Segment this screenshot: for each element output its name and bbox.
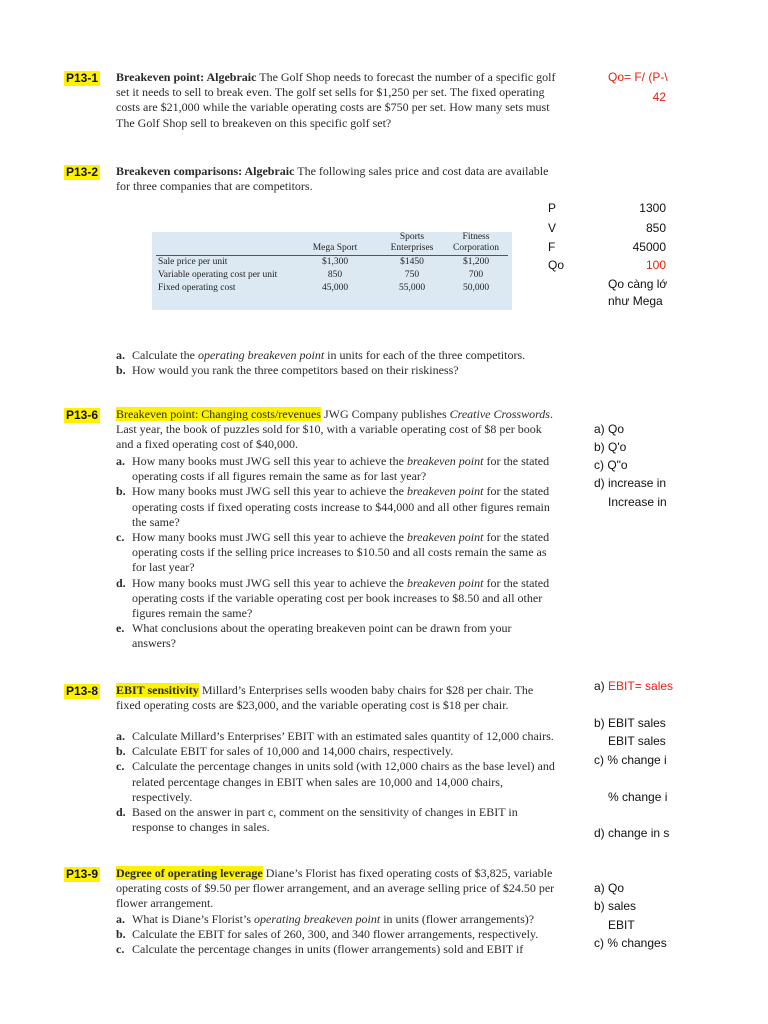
problem-p13-1-text (116, 70, 556, 131)
table-cell: 50,000 (462, 283, 490, 293)
table-header (156, 232, 290, 256)
table-cell: 700 (468, 270, 484, 280)
table-row (156, 256, 508, 270)
label-cell: V (548, 221, 557, 235)
list-item: b. How would you rank the three competitors based on their riskiness? (116, 363, 459, 378)
answer-cell: b) Q'o (594, 440, 627, 454)
note-cell: Qo càng lớ (608, 277, 668, 291)
list-item: a. How many books must JWG sell this year to achieve the breakeven point for the stated operating costs if all figures remain the same as for last year? (116, 454, 550, 484)
answer-cell: Increase in (608, 495, 667, 509)
list-item: a. What is Diane’s Florist’s operating breakeven point in units (flower arrangements)? (116, 912, 535, 926)
value-cell: 45000 (632, 240, 666, 254)
list-item: a. Calculate Millard’s Enterprises’ EBIT with an estimated sales quantity of 12,000 chairs. (116, 729, 554, 743)
problem-p13-8-text (116, 683, 556, 713)
table-cell: $1,200 (462, 257, 490, 267)
problem-body: Millard’s Enterprises sells wooden baby chairs for $28 per chair. The fixed operating costs are $23,000, and the variable operating cost is $18 per chair. (116, 683, 534, 713)
question-list (116, 912, 556, 958)
answer-cell: d) increase in (594, 476, 667, 490)
answer-cell: % change i (608, 790, 668, 804)
list-item: c. Calculate the percentage changes in units sold (with 12,000 chairs as the base level) and related percentage changes in EBIT when sales are 10,000 and 14,000 chairs, respectively. (116, 759, 555, 804)
table-cell: Sale price per unit (158, 257, 228, 267)
problem-p13-9-text (116, 866, 556, 912)
answer-cell: a) Qo (594, 881, 625, 895)
list-item: e. What conclusions about the operating breakeven point can be drawn from your answers? (116, 621, 512, 651)
table-row (156, 269, 508, 282)
table-cell: $1450 (400, 257, 424, 267)
table-cell: 750 (404, 270, 420, 280)
question-list (116, 454, 556, 652)
problem-title: Breakeven comparisons: Algebraic (116, 164, 295, 178)
value-cell: 850 (645, 221, 666, 235)
table-header: Mega Sport (290, 232, 380, 256)
problem-title: Breakeven point: Changing costs/revenues (116, 407, 321, 421)
answer-cell: c) % changes (594, 936, 667, 950)
table-cell: Variable operating cost per unit (158, 270, 278, 280)
table-cell: 850 (327, 270, 343, 280)
problem-number: P13-8 (66, 684, 99, 698)
problem-title: Degree of operating leverage (116, 866, 263, 880)
list-item: b. Calculate EBIT for sales of 10,000 and 14,000 chairs, respectively. (116, 744, 454, 759)
list-item: b. Calculate the EBIT for sales of 260, 300, and 340 flower arrangements, respectively. (116, 927, 539, 942)
label-cell: P (548, 201, 557, 215)
table-cell: Fixed operating cost (158, 283, 236, 293)
problem-title: EBIT sensitivity (116, 683, 199, 697)
answer-cell: 42 (652, 90, 666, 104)
answer-cell: EBIT sales (608, 734, 666, 748)
table-cell: $1,300 (321, 257, 349, 267)
table-header: Sports Enterprises (380, 232, 444, 256)
table-row (156, 282, 508, 295)
problem-body: The following sales price and cost data are available for three companies that are competitors. (116, 164, 549, 194)
answer-cell: c) Q"o (594, 458, 628, 472)
value-cell: 1300 (639, 201, 666, 215)
label-cell: F (548, 240, 556, 254)
answer-cell: c) % change i (594, 753, 667, 767)
problem-body: The Golf Shop needs to forecast the number of a specific golf set it needs to sell to break even. The golf set sells for $1,250 per set. The fixed operating costs are $21,000 while the variable operating costs are $750 per set. How many sets must The Golf Shop sell to breakeven on this specific golf set? (116, 70, 556, 130)
note-cell: như Mega (608, 294, 663, 308)
problem-number: P13-6 (66, 408, 99, 422)
question-list (116, 729, 556, 835)
problem-number: P13-2 (66, 165, 99, 179)
problem-number: P13-9 (66, 867, 99, 881)
answer-cell: d) change in s (594, 826, 670, 840)
answer-cell: b) sales (594, 899, 637, 913)
list-item: c. Calculate the percentage changes in units (flower arrangements) sold and EBIT if (116, 942, 524, 957)
table-cell: 45,000 (321, 283, 349, 293)
formula-cell: Qo= F/ (P-\ (608, 70, 668, 84)
list-item: c. How many books must JWG sell this year to achieve the breakeven point for the stated operating costs if the selling price increases to $10.50 and all costs remain the same as for last year? (116, 530, 550, 575)
question-list (116, 348, 556, 378)
list-item: b. How many books must JWG sell this year to achieve the breakeven point for the stated operating costs if fixed operating costs increase to $44,000 and all other figures remain the same? (116, 484, 550, 529)
cost-data-table (152, 232, 512, 310)
answer-cell: a) Qo (594, 422, 625, 436)
label-cell: Qo (548, 258, 565, 272)
list-item: d. Based on the answer in part c, comment on the sensitivity of changes in EBIT in response to changes in sales. (116, 805, 518, 835)
problem-p13-6-text: Breakeven point: Changing costs/revenues JWG Company publishes Creative Crosswords. Last year, the book of puzzles sold for $10, with a variable operating cost of $8 per book and a fixed operating cost of $40,000. (116, 407, 553, 452)
list-item: d. How many books must JWG sell this year to achieve the breakeven point for the stated operating costs if the variable operating cost per book increases to $8.50 and all other figures remain the same? (116, 575, 550, 621)
problem-title: Breakeven point: Algebraic (116, 70, 257, 84)
problem-p13-2-text (116, 164, 556, 194)
value-cell: 100 (645, 258, 666, 272)
problem-number: P13-1 (66, 71, 99, 85)
answer-cell: b) EBIT sales (594, 716, 666, 730)
list-item: a. Calculate the operating breakeven point in units for each of the three competitors. (116, 348, 526, 362)
problem-body: Diane’s Florist has fixed operating costs of $3,825, variable operating costs of $9.50 per flower arrangement, and an average selling price of $24.50 per flower arrangement. (116, 866, 555, 911)
answer-cell: a) EBIT= sales (594, 679, 674, 693)
answer-cell: EBIT (608, 918, 635, 932)
table-header: Fitness Corporation (444, 232, 508, 256)
table-cell: 55,000 (398, 283, 426, 293)
